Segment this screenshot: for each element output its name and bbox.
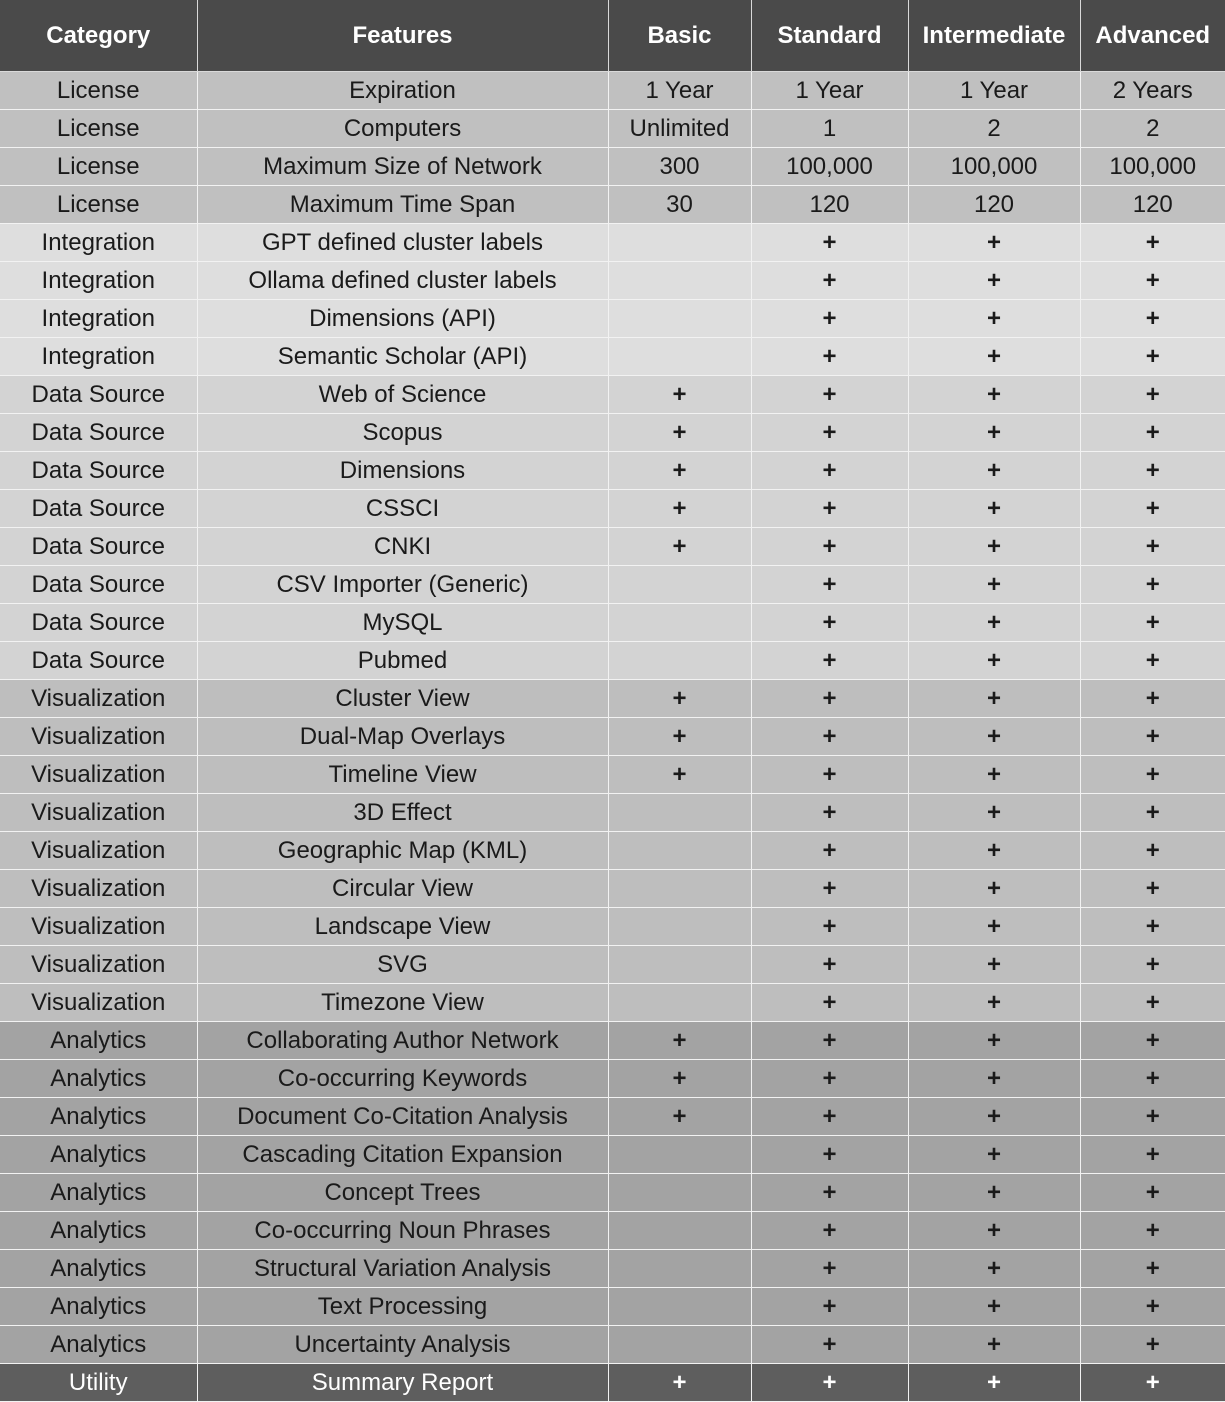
category-cell: Visualization	[0, 718, 197, 756]
feature-cell: Timezone View	[197, 984, 608, 1022]
advanced-cell: +	[1080, 224, 1225, 262]
category-cell: Integration	[0, 300, 197, 338]
advanced-cell: +	[1080, 1136, 1225, 1174]
basic-cell	[608, 566, 751, 604]
standard-cell: +	[751, 414, 908, 452]
advanced-cell: +	[1080, 718, 1225, 756]
header-basic: Basic	[608, 0, 751, 72]
standard-cell: +	[751, 1364, 908, 1402]
standard-cell: +	[751, 1288, 908, 1326]
advanced-cell: +	[1080, 604, 1225, 642]
category-cell: Analytics	[0, 1288, 197, 1326]
intermediate-cell: +	[908, 604, 1080, 642]
feature-cell: Circular View	[197, 870, 608, 908]
standard-cell: +	[751, 262, 908, 300]
category-cell: Analytics	[0, 1212, 197, 1250]
basic-cell	[608, 338, 751, 376]
advanced-cell: +	[1080, 338, 1225, 376]
intermediate-cell: +	[908, 262, 1080, 300]
basic-cell	[608, 1288, 751, 1326]
intermediate-cell: +	[908, 984, 1080, 1022]
intermediate-cell: +	[908, 224, 1080, 262]
feature-cell: CSV Importer (Generic)	[197, 566, 608, 604]
basic-cell: +	[608, 1098, 751, 1136]
table-row	[0, 642, 1225, 680]
basic-cell: Unlimited	[608, 110, 751, 148]
category-cell: Visualization	[0, 984, 197, 1022]
standard-cell: +	[751, 756, 908, 794]
table-row	[0, 680, 1225, 718]
advanced-cell: +	[1080, 1326, 1225, 1364]
basic-cell: 300	[608, 148, 751, 186]
category-cell: License	[0, 148, 197, 186]
standard-cell: +	[751, 490, 908, 528]
intermediate-cell: +	[908, 870, 1080, 908]
intermediate-cell: +	[908, 1212, 1080, 1250]
category-cell: Analytics	[0, 1136, 197, 1174]
advanced-cell: +	[1080, 452, 1225, 490]
advanced-cell: +	[1080, 984, 1225, 1022]
category-cell: Integration	[0, 262, 197, 300]
advanced-cell: +	[1080, 528, 1225, 566]
table-row	[0, 908, 1225, 946]
standard-cell: +	[751, 984, 908, 1022]
category-cell: Data Source	[0, 376, 197, 414]
category-cell: Data Source	[0, 452, 197, 490]
category-cell: Integration	[0, 338, 197, 376]
advanced-cell: +	[1080, 1174, 1225, 1212]
advanced-cell: +	[1080, 1212, 1225, 1250]
standard-cell: +	[751, 1212, 908, 1250]
standard-cell: +	[751, 452, 908, 490]
category-cell: Analytics	[0, 1174, 197, 1212]
basic-cell: +	[608, 756, 751, 794]
advanced-cell: +	[1080, 680, 1225, 718]
advanced-cell: +	[1080, 262, 1225, 300]
intermediate-cell: +	[908, 794, 1080, 832]
basic-cell: +	[608, 376, 751, 414]
advanced-cell: +	[1080, 870, 1225, 908]
feature-cell: Ollama defined cluster labels	[197, 262, 608, 300]
header-category: Category	[0, 0, 197, 72]
table-row	[0, 1364, 1225, 1402]
intermediate-cell: +	[908, 376, 1080, 414]
intermediate-cell: +	[908, 642, 1080, 680]
category-cell: Utility	[0, 1364, 197, 1402]
basic-cell	[608, 604, 751, 642]
basic-cell: +	[608, 490, 751, 528]
feature-cell: Dimensions (API)	[197, 300, 608, 338]
basic-cell	[608, 908, 751, 946]
standard-cell: +	[751, 1326, 908, 1364]
header-features: Features	[197, 0, 608, 72]
basic-cell	[608, 870, 751, 908]
table-row	[0, 756, 1225, 794]
standard-cell: 1	[751, 110, 908, 148]
intermediate-cell: +	[908, 1250, 1080, 1288]
advanced-cell: +	[1080, 300, 1225, 338]
category-cell: Data Source	[0, 414, 197, 452]
standard-cell: +	[751, 1060, 908, 1098]
feature-cell: Structural Variation Analysis	[197, 1250, 608, 1288]
table-row	[0, 452, 1225, 490]
feature-cell: Maximum Time Span	[197, 186, 608, 224]
feature-cell: Text Processing	[197, 1288, 608, 1326]
table-row	[0, 794, 1225, 832]
basic-cell: +	[608, 718, 751, 756]
advanced-cell: 2 Years	[1080, 72, 1225, 110]
standard-cell: +	[751, 908, 908, 946]
intermediate-cell: +	[908, 528, 1080, 566]
standard-cell: +	[751, 224, 908, 262]
feature-cell: CSSCI	[197, 490, 608, 528]
intermediate-cell: +	[908, 946, 1080, 984]
basic-cell	[608, 262, 751, 300]
standard-cell: +	[751, 566, 908, 604]
basic-cell	[608, 984, 751, 1022]
basic-cell	[608, 300, 751, 338]
basic-cell: +	[608, 1060, 751, 1098]
advanced-cell: +	[1080, 566, 1225, 604]
table-row	[0, 262, 1225, 300]
intermediate-cell: +	[908, 1364, 1080, 1402]
basic-cell	[608, 1136, 751, 1174]
category-cell: Analytics	[0, 1250, 197, 1288]
advanced-cell: +	[1080, 1022, 1225, 1060]
advanced-cell: +	[1080, 832, 1225, 870]
basic-cell: 1 Year	[608, 72, 751, 110]
standard-cell: +	[751, 528, 908, 566]
table-row	[0, 1250, 1225, 1288]
header-intermediate: Intermediate	[908, 0, 1080, 72]
intermediate-cell: +	[908, 1288, 1080, 1326]
table-row	[0, 1326, 1225, 1364]
category-cell: Data Source	[0, 490, 197, 528]
feature-cell: GPT defined cluster labels	[197, 224, 608, 262]
advanced-cell: +	[1080, 414, 1225, 452]
intermediate-cell: +	[908, 490, 1080, 528]
header-row	[0, 0, 1225, 72]
standard-cell: +	[751, 338, 908, 376]
category-cell: Analytics	[0, 1022, 197, 1060]
intermediate-cell: +	[908, 1174, 1080, 1212]
advanced-cell: +	[1080, 642, 1225, 680]
table-row	[0, 528, 1225, 566]
table-row	[0, 376, 1225, 414]
category-cell: Data Source	[0, 528, 197, 566]
standard-cell: +	[751, 300, 908, 338]
basic-cell	[608, 794, 751, 832]
intermediate-cell: +	[908, 1022, 1080, 1060]
table-row	[0, 566, 1225, 604]
table-row	[0, 1060, 1225, 1098]
table-row	[0, 1174, 1225, 1212]
category-cell: Analytics	[0, 1326, 197, 1364]
feature-cell: Cascading Citation Expansion	[197, 1136, 608, 1174]
feature-cell: Document Co-Citation Analysis	[197, 1098, 608, 1136]
advanced-cell: 2	[1080, 110, 1225, 148]
standard-cell: +	[751, 1022, 908, 1060]
intermediate-cell: 120	[908, 186, 1080, 224]
feature-cell: Web of Science	[197, 376, 608, 414]
standard-cell: +	[751, 1136, 908, 1174]
standard-cell: +	[751, 1174, 908, 1212]
table-row	[0, 110, 1225, 148]
advanced-cell: +	[1080, 1060, 1225, 1098]
feature-cell: Scopus	[197, 414, 608, 452]
category-cell: Integration	[0, 224, 197, 262]
feature-cell: Concept Trees	[197, 1174, 608, 1212]
intermediate-cell: +	[908, 718, 1080, 756]
advanced-cell: +	[1080, 1098, 1225, 1136]
feature-cell: Computers	[197, 110, 608, 148]
basic-cell: +	[608, 452, 751, 490]
basic-cell: +	[608, 528, 751, 566]
category-cell: Data Source	[0, 604, 197, 642]
category-cell: Visualization	[0, 946, 197, 984]
standard-cell: +	[751, 604, 908, 642]
category-cell: Analytics	[0, 1060, 197, 1098]
advanced-cell: +	[1080, 1250, 1225, 1288]
category-cell: Data Source	[0, 566, 197, 604]
table-row	[0, 1022, 1225, 1060]
feature-cell: Expiration	[197, 72, 608, 110]
header-advanced: Advanced	[1080, 0, 1225, 72]
advanced-cell: +	[1080, 908, 1225, 946]
advanced-cell: +	[1080, 1288, 1225, 1326]
table-row	[0, 148, 1225, 186]
advanced-cell: +	[1080, 756, 1225, 794]
basic-cell	[608, 1250, 751, 1288]
feature-cell: Uncertainty Analysis	[197, 1326, 608, 1364]
feature-cell: 3D Effect	[197, 794, 608, 832]
basic-cell	[608, 224, 751, 262]
basic-cell: +	[608, 1022, 751, 1060]
feature-cell: Semantic Scholar (API)	[197, 338, 608, 376]
table-row	[0, 414, 1225, 452]
feature-cell: Summary Report	[197, 1364, 608, 1402]
category-cell: License	[0, 72, 197, 110]
intermediate-cell: +	[908, 452, 1080, 490]
basic-cell: 30	[608, 186, 751, 224]
table-body	[0, 72, 1225, 1402]
table-row	[0, 186, 1225, 224]
standard-cell: +	[751, 1250, 908, 1288]
standard-cell: +	[751, 794, 908, 832]
basic-cell	[608, 1174, 751, 1212]
basic-cell: +	[608, 414, 751, 452]
intermediate-cell: 100,000	[908, 148, 1080, 186]
table-row	[0, 72, 1225, 110]
advanced-cell: +	[1080, 490, 1225, 528]
intermediate-cell: +	[908, 680, 1080, 718]
standard-cell: +	[751, 376, 908, 414]
intermediate-cell: +	[908, 756, 1080, 794]
feature-cell: Cluster View	[197, 680, 608, 718]
advanced-cell: 120	[1080, 186, 1225, 224]
feature-cell: Collaborating Author Network	[197, 1022, 608, 1060]
feature-cell: Landscape View	[197, 908, 608, 946]
category-cell: Analytics	[0, 1098, 197, 1136]
advanced-cell: +	[1080, 794, 1225, 832]
feature-cell: CNKI	[197, 528, 608, 566]
table-row	[0, 224, 1225, 262]
standard-cell: +	[751, 680, 908, 718]
category-cell: License	[0, 186, 197, 224]
standard-cell: +	[751, 1098, 908, 1136]
feature-cell: Co-occurring Keywords	[197, 1060, 608, 1098]
intermediate-cell: 1 Year	[908, 72, 1080, 110]
standard-cell: 120	[751, 186, 908, 224]
standard-cell: +	[751, 870, 908, 908]
table-row	[0, 300, 1225, 338]
intermediate-cell: +	[908, 1060, 1080, 1098]
feature-cell: Dimensions	[197, 452, 608, 490]
feature-cell: Geographic Map (KML)	[197, 832, 608, 870]
category-cell: Visualization	[0, 756, 197, 794]
intermediate-cell: +	[908, 908, 1080, 946]
feature-cell: MySQL	[197, 604, 608, 642]
standard-cell: +	[751, 832, 908, 870]
advanced-cell: +	[1080, 1364, 1225, 1402]
basic-cell	[608, 1212, 751, 1250]
intermediate-cell: 2	[908, 110, 1080, 148]
feature-cell: Maximum Size of Network	[197, 148, 608, 186]
standard-cell: +	[751, 946, 908, 984]
standard-cell: 100,000	[751, 148, 908, 186]
table-row	[0, 1288, 1225, 1326]
intermediate-cell: +	[908, 1098, 1080, 1136]
category-cell: Data Source	[0, 642, 197, 680]
standard-cell: 1 Year	[751, 72, 908, 110]
category-cell: Visualization	[0, 870, 197, 908]
basic-cell: +	[608, 680, 751, 718]
intermediate-cell: +	[908, 300, 1080, 338]
intermediate-cell: +	[908, 414, 1080, 452]
table-row	[0, 984, 1225, 1022]
intermediate-cell: +	[908, 566, 1080, 604]
feature-cell: Timeline View	[197, 756, 608, 794]
standard-cell: +	[751, 718, 908, 756]
basic-cell	[608, 1326, 751, 1364]
intermediate-cell: +	[908, 338, 1080, 376]
advanced-cell: +	[1080, 376, 1225, 414]
table-row	[0, 604, 1225, 642]
header-standard: Standard	[751, 0, 908, 72]
table-row	[0, 1136, 1225, 1174]
advanced-cell: 100,000	[1080, 148, 1225, 186]
category-cell: License	[0, 110, 197, 148]
table-row	[0, 946, 1225, 984]
table-row	[0, 832, 1225, 870]
advanced-cell: +	[1080, 946, 1225, 984]
basic-cell	[608, 642, 751, 680]
standard-cell: +	[751, 642, 908, 680]
table-row	[0, 1212, 1225, 1250]
table-row	[0, 718, 1225, 756]
table-row	[0, 338, 1225, 376]
intermediate-cell: +	[908, 1136, 1080, 1174]
basic-cell: +	[608, 1364, 751, 1402]
table-row	[0, 870, 1225, 908]
feature-cell: Pubmed	[197, 642, 608, 680]
category-cell: Visualization	[0, 794, 197, 832]
table-row	[0, 1098, 1225, 1136]
category-cell: Visualization	[0, 832, 197, 870]
basic-cell	[608, 946, 751, 984]
feature-cell: Co-occurring Noun Phrases	[197, 1212, 608, 1250]
feature-cell: SVG	[197, 946, 608, 984]
basic-cell	[608, 832, 751, 870]
category-cell: Visualization	[0, 908, 197, 946]
category-cell: Visualization	[0, 680, 197, 718]
intermediate-cell: +	[908, 1326, 1080, 1364]
table-row	[0, 490, 1225, 528]
intermediate-cell: +	[908, 832, 1080, 870]
feature-cell: Dual-Map Overlays	[197, 718, 608, 756]
